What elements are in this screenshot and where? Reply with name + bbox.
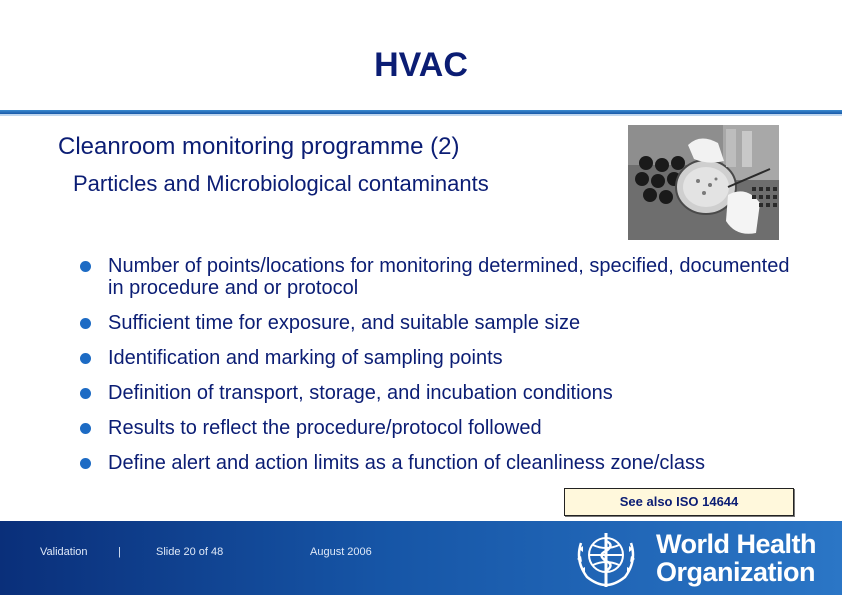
bullet-text: Identification and marking of sampling points	[108, 347, 503, 369]
bullet-item	[78, 255, 798, 299]
bullet-dot-icon	[80, 458, 91, 469]
bullet-dot-icon	[80, 318, 91, 329]
bullet-item	[78, 347, 798, 369]
bullet-text: Define alert and action limits as a function of cleanliness zone/class	[108, 452, 705, 474]
footer-separator: |	[118, 546, 121, 558]
footer-bar	[0, 521, 842, 595]
bullet-dot-icon	[80, 388, 91, 399]
footer-slide-number: Slide 20 of 48	[156, 546, 224, 558]
bullet-item	[78, 382, 798, 404]
bullet-item	[78, 417, 798, 439]
bullet-text: Sufficient time for exposure, and suitable sample size	[108, 312, 581, 334]
who-emblem-icon	[571, 525, 641, 591]
bullet-dot-icon	[80, 261, 91, 272]
bullet-dot-icon	[80, 353, 91, 364]
bullet-item	[78, 452, 798, 474]
title-divider-shadow	[0, 114, 842, 116]
who-name-line2: Organization	[656, 557, 816, 587]
footer-date: August 2006	[310, 546, 372, 558]
who-name-line1: World Health	[656, 529, 817, 559]
bullet-dot-icon	[80, 423, 91, 434]
slide-subtitle: Cleanroom monitoring programme (2)	[58, 133, 460, 160]
slide-subsubtitle: Particles and Microbiological contaminants	[73, 171, 489, 196]
bullet-text: Number of points/locations for monitoring determined, specified, documented in procedure and or protocol	[108, 255, 790, 299]
slide-title: HVAC	[374, 46, 468, 84]
footer-section: Validation	[40, 546, 88, 558]
bullet-list	[78, 255, 798, 487]
lab-photo	[628, 125, 779, 240]
iso-reference-note: See also ISO 14644	[564, 488, 794, 516]
who-wordmark	[656, 530, 816, 586]
bullet-text: Definition of transport, storage, and incubation conditions	[108, 382, 613, 404]
bullet-item	[78, 312, 798, 334]
bullet-text: Results to reflect the procedure/protocol followed	[108, 417, 542, 439]
